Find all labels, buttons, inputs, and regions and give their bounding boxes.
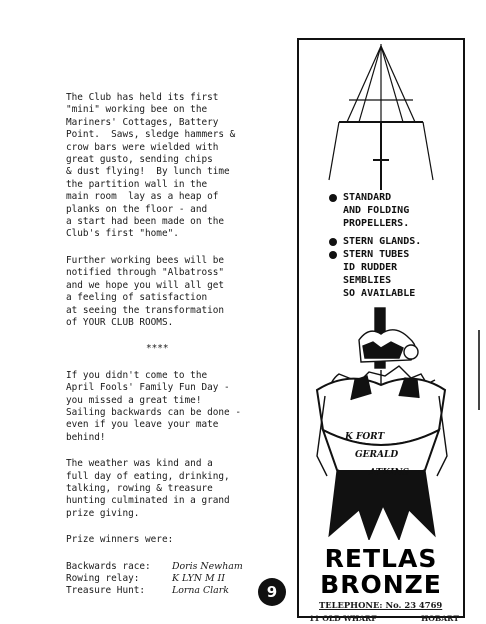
winner-event: Backwards race: — [66, 560, 151, 572]
page-number-badge: 9 — [258, 578, 286, 606]
address-city: HOBART — [421, 614, 459, 623]
winner-row — [66, 585, 266, 597]
feature-item: ID RUDDER — [343, 261, 398, 273]
winners-heading: Prize winners were: — [66, 534, 174, 546]
address-street: 11 OLD WHARF — [309, 614, 377, 623]
boat-banner-text: GERALD — [355, 450, 399, 460]
section-separator: **** — [146, 343, 169, 355]
winners-list — [66, 561, 266, 598]
feature-item: STANDARD — [329, 192, 463, 205]
mast-rigging-drawing — [329, 44, 433, 190]
winner-event: Rowing relay: — [66, 572, 140, 584]
scan-edge-mark — [478, 330, 484, 410]
boat-banner-text: K FORT — [345, 432, 385, 442]
article-column — [66, 92, 266, 598]
feature-item: PROPELLERS. — [343, 217, 410, 229]
feature-item: STERN GLANDS. — [329, 236, 463, 249]
feature-item: SEMBLIES — [343, 274, 392, 286]
winner-row — [66, 573, 266, 585]
paragraph-working-bee: The Club has held its first "mini" working bee on the Mariners' Cottages, Battery Point. Saws, sledge hammers & crow bars were wielded with great gusto, sending chips & dust flying! By lunch time the partition wall in the main room lay as a heap of planks on the floor - and a start had been made on the Club's first "home". — [66, 92, 236, 240]
advert-telephone: TELEPHONE: No. 23 4769 — [319, 600, 443, 610]
advert-address — [309, 614, 459, 623]
brand-name-line-1: RETLAS — [324, 544, 438, 573]
feature-item: STERN TUBES — [329, 249, 463, 262]
paragraph-weather: The weather was kind and a full day of eating, drinking, talking, rowing & treasure hunting culminated in a grand prize giving. — [66, 458, 230, 519]
product-feature-list — [329, 192, 463, 300]
winner-name: Doris Newham — [172, 560, 243, 572]
winner-name: K LYN M II — [172, 572, 225, 584]
bullet-icon — [329, 194, 337, 202]
feature-item: SO AVAILABLE — [343, 287, 416, 299]
shipwright-boat-drawing — [317, 308, 447, 540]
bullet-icon — [329, 238, 337, 246]
brand-name-line-2: BRONZE — [320, 570, 442, 599]
retlas-bronze-advert — [297, 38, 465, 623]
winner-row — [66, 561, 266, 573]
feature-item: AND FOLDING — [343, 204, 410, 216]
winner-name: Lorna Clark — [172, 585, 229, 597]
paragraph-future-bees: Further working bees will be notified through "Albatross" and we hope you will all get a feeling of satisfaction at seeing the transformation of YOUR CLUB ROOMS. — [66, 254, 225, 328]
paragraph-fun-day: If you didn't come to the April Fools' Family Fun Day - you missed a great time! Sailing backwards can be done - even if you leave your mate behind! — [66, 369, 241, 443]
bullet-icon — [329, 251, 337, 259]
boat-banner-text: ATKINS — [369, 468, 409, 478]
winner-event: Treasure Hunt: — [66, 585, 146, 597]
